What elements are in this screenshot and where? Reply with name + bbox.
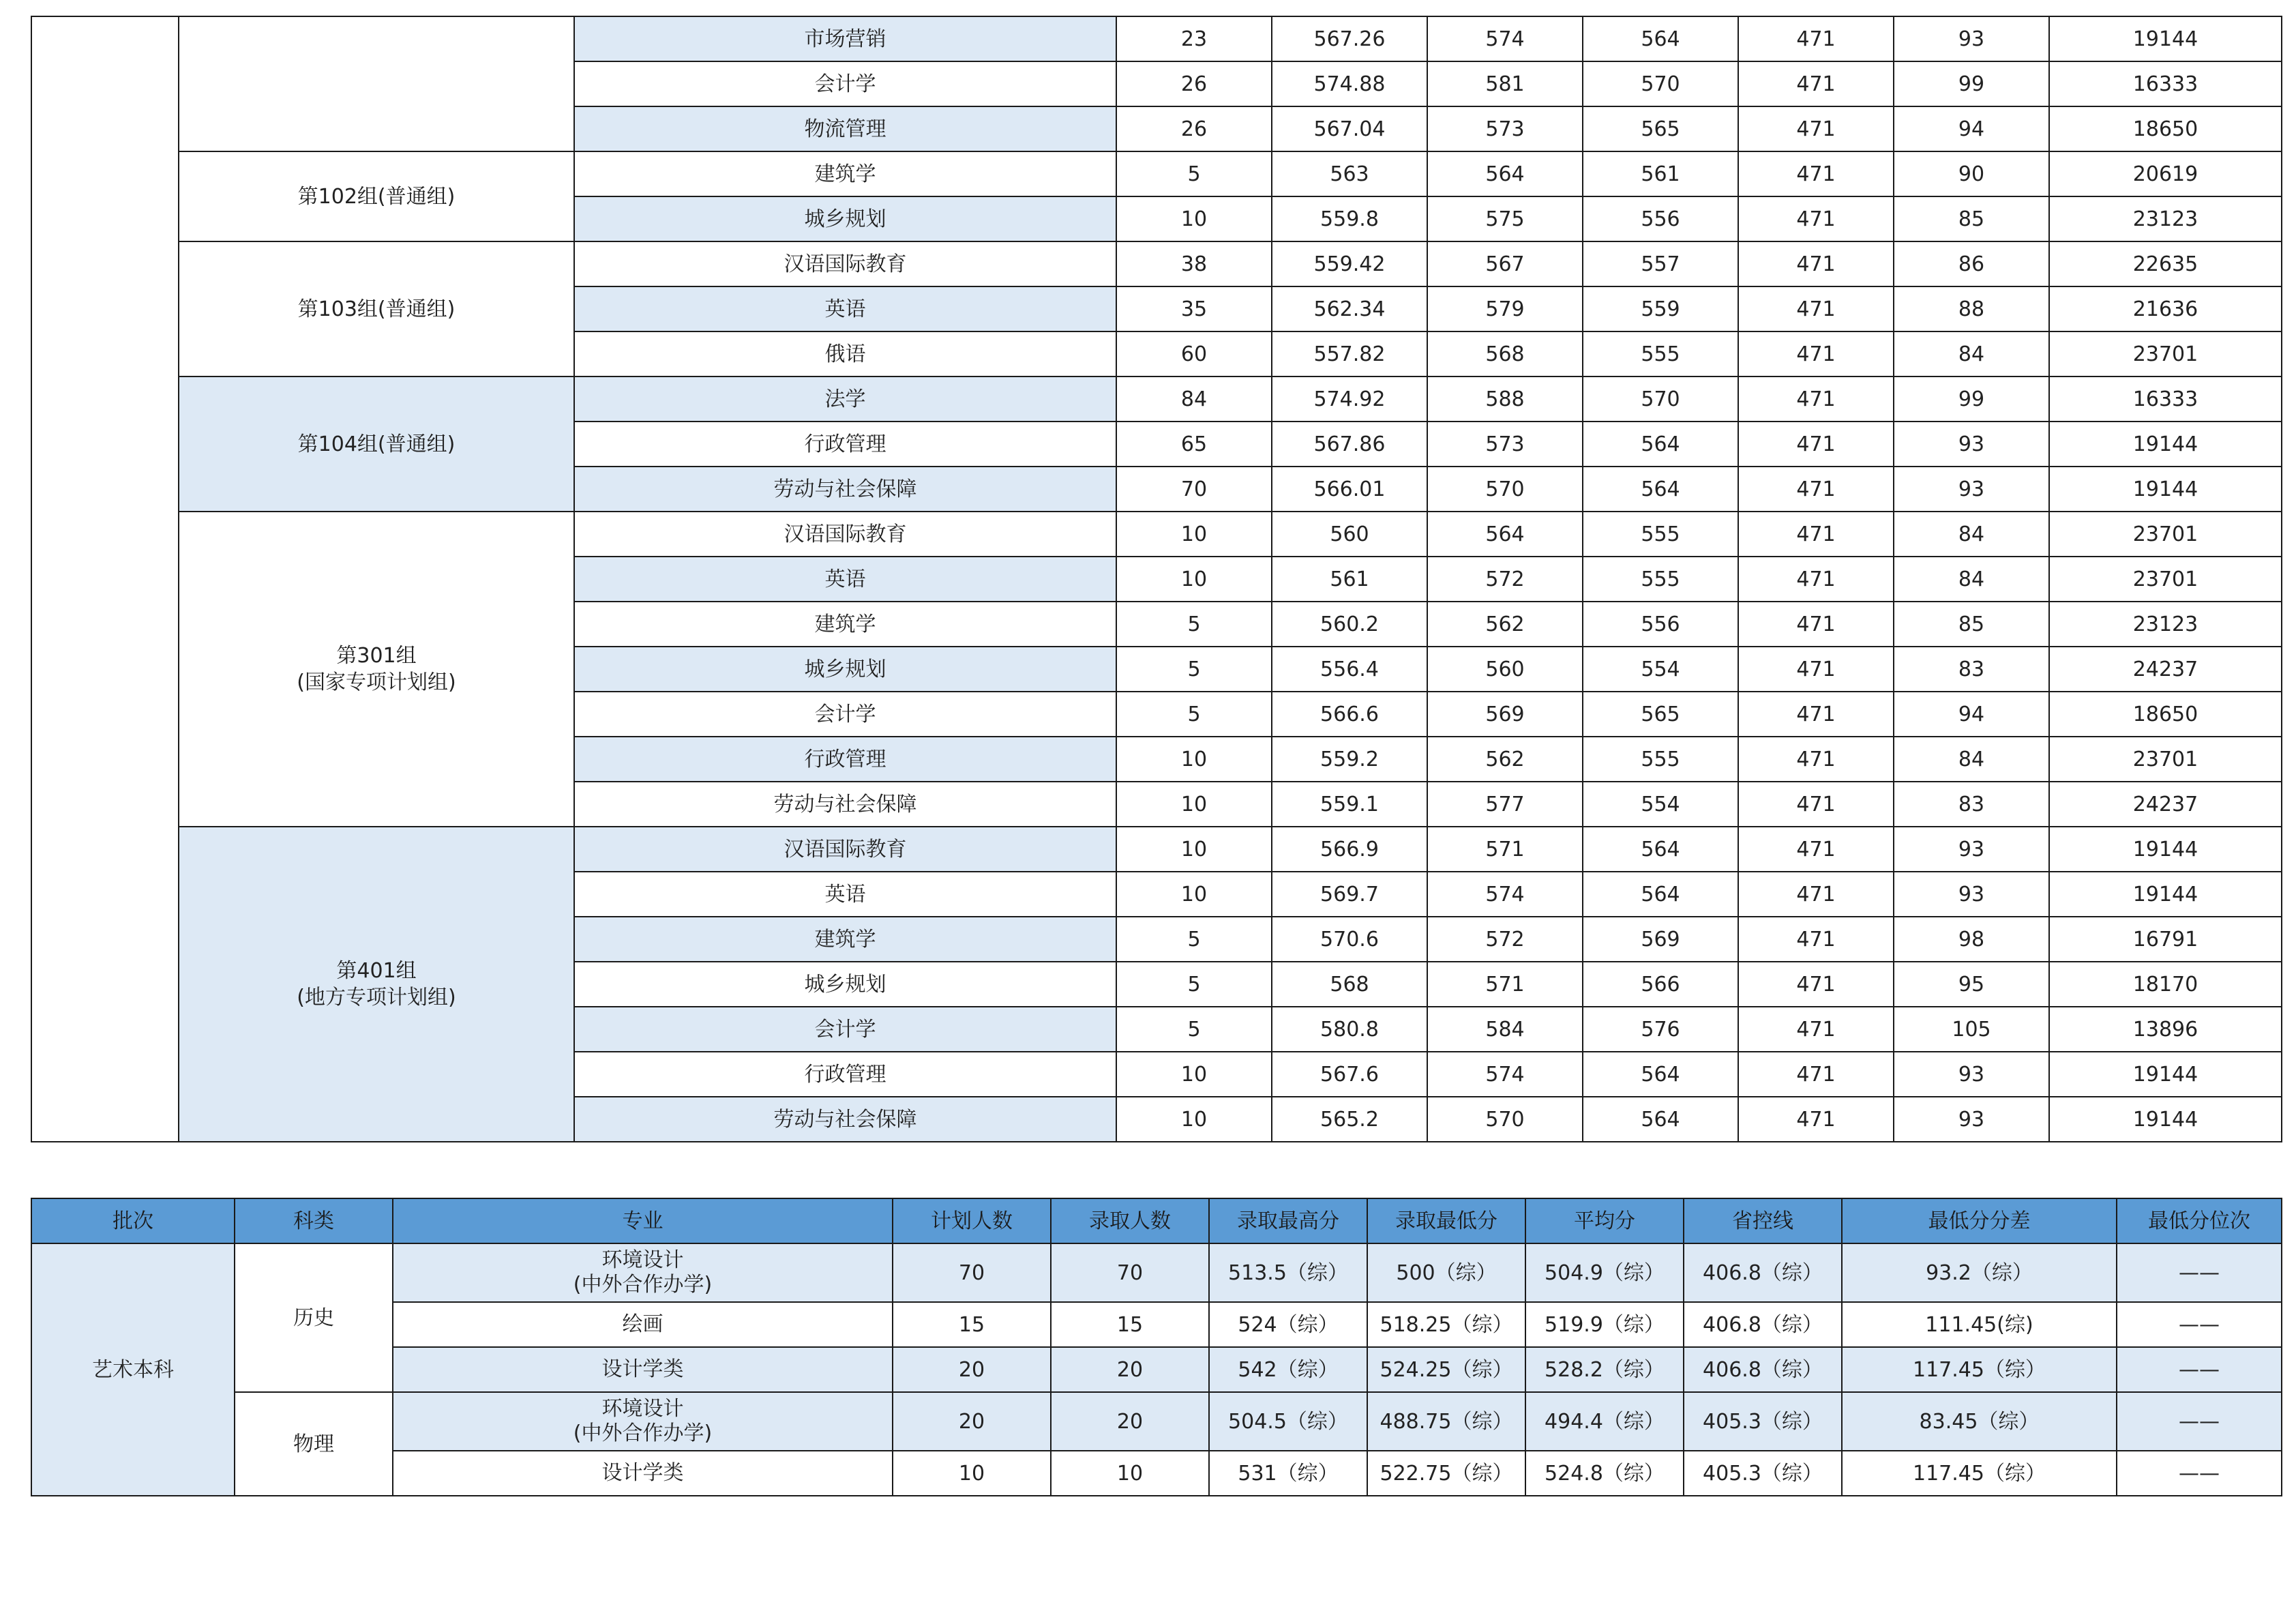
major-cell: 劳动与社会保障 [574, 782, 1116, 827]
value-cell: 500（综） [1367, 1243, 1525, 1302]
value-cell: 568 [1272, 962, 1427, 1007]
value-cell: 84 [1116, 377, 1272, 422]
column-header: 最低分位次 [2117, 1198, 2282, 1243]
value-cell: 555 [1583, 557, 1738, 602]
column-header: 录取最低分 [1367, 1198, 1525, 1243]
value-cell: 10 [1116, 1097, 1272, 1142]
value-cell: 471 [1738, 1007, 1894, 1052]
value-cell: 573 [1427, 422, 1583, 467]
value-cell: 70 [1051, 1243, 1209, 1302]
value-cell: 564 [1583, 467, 1738, 512]
table-header-row [31, 1198, 2282, 1243]
value-cell: 471 [1738, 872, 1894, 917]
value-cell: 554 [1583, 647, 1738, 692]
value-cell: 405.3（综） [1684, 1392, 1842, 1451]
table-row [31, 512, 2282, 557]
value-cell: 117.45（综） [1842, 1347, 2117, 1392]
value-cell: 5 [1116, 1007, 1272, 1052]
value-cell: 564 [1583, 16, 1738, 61]
value-cell: 90 [1894, 151, 2049, 196]
value-cell: 23701 [2049, 512, 2282, 557]
major-cell: 俄语 [574, 331, 1116, 377]
value-cell: 471 [1738, 692, 1894, 737]
value-cell: 5 [1116, 602, 1272, 647]
group-cell: 第103组(普通组) [179, 241, 574, 377]
column-header: 专业 [393, 1198, 893, 1243]
value-cell: 471 [1738, 196, 1894, 241]
value-cell: 93 [1894, 1052, 2049, 1097]
value-cell: 86 [1894, 241, 2049, 286]
value-cell: 572 [1427, 557, 1583, 602]
value-cell: 84 [1894, 557, 2049, 602]
value-cell: 5 [1116, 692, 1272, 737]
value-cell: 471 [1738, 331, 1894, 377]
value-cell: 18650 [2049, 692, 2282, 737]
value-cell: 471 [1738, 1097, 1894, 1142]
value-cell: 554 [1583, 782, 1738, 827]
value-cell: 15 [1051, 1302, 1209, 1347]
value-cell: 20 [893, 1392, 1051, 1451]
value-cell: 518.25（综） [1367, 1302, 1525, 1347]
value-cell: 85 [1894, 196, 2049, 241]
value-cell: 559.2 [1272, 737, 1427, 782]
value-cell: 471 [1738, 1052, 1894, 1097]
value-cell: 23701 [2049, 557, 2282, 602]
value-cell: 20619 [2049, 151, 2282, 196]
value-cell: 16333 [2049, 61, 2282, 106]
value-cell: 524.8（综） [1525, 1451, 1684, 1496]
major-cell: 英语 [574, 286, 1116, 331]
major-cell: 汉语国际教育 [574, 512, 1116, 557]
value-cell: 95 [1894, 962, 2049, 1007]
value-cell: 471 [1738, 602, 1894, 647]
value-cell: 579 [1427, 286, 1583, 331]
value-cell: 555 [1583, 512, 1738, 557]
value-cell: 5 [1116, 647, 1272, 692]
value-cell: 21636 [2049, 286, 2282, 331]
major-cell: 英语 [574, 872, 1116, 917]
value-cell: 561 [1583, 151, 1738, 196]
group-cell: 第401组 (地方专项计划组) [179, 827, 574, 1142]
column-header: 录取最高分 [1209, 1198, 1367, 1243]
value-cell: 10 [1116, 512, 1272, 557]
value-cell: 471 [1738, 467, 1894, 512]
value-cell: 567.04 [1272, 106, 1427, 151]
value-cell: 573 [1427, 106, 1583, 151]
batch-cell [31, 16, 179, 1142]
table-row [31, 151, 2282, 196]
column-header: 省控线 [1684, 1198, 1842, 1243]
value-cell: 570 [1583, 377, 1738, 422]
value-cell: 26 [1116, 61, 1272, 106]
value-cell: 111.45(综) [1842, 1302, 2117, 1347]
value-cell: 15 [893, 1302, 1051, 1347]
value-cell: 88 [1894, 286, 2049, 331]
value-cell: 524.25（综） [1367, 1347, 1525, 1392]
value-cell: 19144 [2049, 872, 2282, 917]
value-cell: 65 [1116, 422, 1272, 467]
value-cell: 569 [1583, 917, 1738, 962]
major-cell: 建筑学 [574, 917, 1116, 962]
value-cell: 569.7 [1272, 872, 1427, 917]
value-cell: 522.75（综） [1367, 1451, 1525, 1496]
value-cell: 117.45（综） [1842, 1451, 2117, 1496]
value-cell: 566.6 [1272, 692, 1427, 737]
value-cell: 18650 [2049, 106, 2282, 151]
major-cell: 建筑学 [574, 151, 1116, 196]
value-cell: —— [2117, 1347, 2282, 1392]
value-cell: 494.4（综） [1525, 1392, 1684, 1451]
value-cell: 562.34 [1272, 286, 1427, 331]
major-cell: 会计学 [574, 61, 1116, 106]
table-row [31, 1243, 2282, 1302]
value-cell: 555 [1583, 331, 1738, 377]
value-cell: 10 [1116, 557, 1272, 602]
value-cell: 564 [1583, 1052, 1738, 1097]
value-cell: 563 [1272, 151, 1427, 196]
value-cell: 5 [1116, 962, 1272, 1007]
major-cell: 绘画 [393, 1302, 893, 1347]
value-cell: 26 [1116, 106, 1272, 151]
value-cell: 84 [1894, 331, 2049, 377]
value-cell: 105 [1894, 1007, 2049, 1052]
value-cell: 571 [1427, 827, 1583, 872]
value-cell: 564 [1583, 422, 1738, 467]
major-cell: 城乡规划 [574, 196, 1116, 241]
value-cell: 531（综） [1209, 1451, 1367, 1496]
value-cell: —— [2117, 1451, 2282, 1496]
value-cell: 19144 [2049, 422, 2282, 467]
value-cell: 35 [1116, 286, 1272, 331]
major-cell: 行政管理 [574, 737, 1116, 782]
value-cell: 471 [1738, 557, 1894, 602]
admission-scores-table [31, 16, 2282, 1142]
value-cell: 10 [1116, 872, 1272, 917]
group-cell: 第104组(普通组) [179, 377, 574, 512]
value-cell: 560.2 [1272, 602, 1427, 647]
value-cell: 10 [1116, 827, 1272, 872]
major-cell: 汉语国际教育 [574, 241, 1116, 286]
major-cell: 设计学类 [393, 1347, 893, 1392]
table-row [31, 241, 2282, 286]
value-cell: 23701 [2049, 331, 2282, 377]
value-cell: 561 [1272, 557, 1427, 602]
value-cell: 564 [1427, 512, 1583, 557]
value-cell: 10 [893, 1451, 1051, 1496]
major-cell: 会计学 [574, 692, 1116, 737]
value-cell: 405.3（综） [1684, 1451, 1842, 1496]
value-cell: 60 [1116, 331, 1272, 377]
value-cell: 471 [1738, 61, 1894, 106]
value-cell: 559.42 [1272, 241, 1427, 286]
column-header: 科类 [235, 1198, 393, 1243]
value-cell: 560 [1427, 647, 1583, 692]
value-cell: 567.6 [1272, 1052, 1427, 1097]
value-cell: 19144 [2049, 827, 2282, 872]
value-cell: 565 [1583, 106, 1738, 151]
value-cell: 23 [1116, 16, 1272, 61]
batch-cell: 艺术本科 [31, 1243, 235, 1496]
value-cell: 566 [1583, 962, 1738, 1007]
value-cell: 557.82 [1272, 331, 1427, 377]
major-cell: 城乡规划 [574, 962, 1116, 1007]
major-cell: 汉语国际教育 [574, 827, 1116, 872]
value-cell: 559.8 [1272, 196, 1427, 241]
column-header: 批次 [31, 1198, 235, 1243]
value-cell: 571 [1427, 962, 1583, 1007]
value-cell: 570.6 [1272, 917, 1427, 962]
value-cell: 98 [1894, 917, 2049, 962]
major-cell: 建筑学 [574, 602, 1116, 647]
major-cell: 环境设计 (中外合作办学) [393, 1392, 893, 1451]
major-cell: 设计学类 [393, 1451, 893, 1496]
value-cell: 471 [1738, 16, 1894, 61]
major-cell: 市场营销 [574, 16, 1116, 61]
major-cell: 英语 [574, 557, 1116, 602]
value-cell: 70 [1116, 467, 1272, 512]
value-cell: 10 [1116, 737, 1272, 782]
value-cell: 13896 [2049, 1007, 2282, 1052]
value-cell: 19144 [2049, 1097, 2282, 1142]
column-header: 最低分分差 [1842, 1198, 2117, 1243]
value-cell: 567.26 [1272, 16, 1427, 61]
value-cell: 580.8 [1272, 1007, 1427, 1052]
value-cell: 93 [1894, 1097, 2049, 1142]
value-cell: 20 [1051, 1392, 1209, 1451]
value-cell: 471 [1738, 151, 1894, 196]
value-cell: 574.88 [1272, 61, 1427, 106]
value-cell: 565 [1583, 692, 1738, 737]
column-header: 录取人数 [1051, 1198, 1209, 1243]
value-cell: 471 [1738, 737, 1894, 782]
value-cell: 93 [1894, 467, 2049, 512]
value-cell: 488.75（综） [1367, 1392, 1525, 1451]
value-cell: 471 [1738, 422, 1894, 467]
value-cell: 83.45（综） [1842, 1392, 2117, 1451]
group-cell: 第102组(普通组) [179, 151, 574, 241]
value-cell: 10 [1116, 196, 1272, 241]
value-cell: 519.9（综） [1525, 1302, 1684, 1347]
value-cell: 562 [1427, 737, 1583, 782]
value-cell: 471 [1738, 512, 1894, 557]
major-cell: 行政管理 [574, 1052, 1116, 1097]
value-cell: 567 [1427, 241, 1583, 286]
value-cell: 94 [1894, 106, 2049, 151]
major-cell: 劳动与社会保障 [574, 1097, 1116, 1142]
value-cell: 471 [1738, 286, 1894, 331]
value-cell: 584 [1427, 1007, 1583, 1052]
value-cell: 569 [1427, 692, 1583, 737]
value-cell: 572 [1427, 917, 1583, 962]
value-cell: 556 [1583, 196, 1738, 241]
value-cell: 20 [893, 1347, 1051, 1392]
value-cell: 23123 [2049, 602, 2282, 647]
column-header: 计划人数 [893, 1198, 1051, 1243]
value-cell: 38 [1116, 241, 1272, 286]
value-cell: 574 [1427, 1052, 1583, 1097]
value-cell: 581 [1427, 61, 1583, 106]
value-cell: 564 [1427, 151, 1583, 196]
value-cell: 84 [1894, 737, 2049, 782]
group-cell: 第301组 (国家专项计划组) [179, 512, 574, 827]
value-cell: 83 [1894, 782, 2049, 827]
table-row [31, 16, 2282, 61]
value-cell: 557 [1583, 241, 1738, 286]
value-cell: 93 [1894, 827, 2049, 872]
group-cell [179, 16, 574, 151]
value-cell: 471 [1738, 377, 1894, 422]
major-cell: 物流管理 [574, 106, 1116, 151]
value-cell: 93 [1894, 872, 2049, 917]
value-cell: 471 [1738, 917, 1894, 962]
value-cell: 22635 [2049, 241, 2282, 286]
value-cell: 19144 [2049, 467, 2282, 512]
value-cell: 5 [1116, 151, 1272, 196]
value-cell: 471 [1738, 962, 1894, 1007]
value-cell: 19144 [2049, 1052, 2282, 1097]
value-cell: 570 [1427, 1097, 1583, 1142]
value-cell: 5 [1116, 917, 1272, 962]
column-header: 平均分 [1525, 1198, 1684, 1243]
major-cell: 法学 [574, 377, 1116, 422]
art-admission-table [31, 1198, 2282, 1496]
value-cell: 559 [1583, 286, 1738, 331]
value-cell: 471 [1738, 782, 1894, 827]
value-cell: 406.8（综） [1684, 1302, 1842, 1347]
major-cell: 环境设计 (中外合作办学) [393, 1243, 893, 1302]
value-cell: 10 [1116, 782, 1272, 827]
value-cell: 542（综） [1209, 1347, 1367, 1392]
value-cell: 471 [1738, 827, 1894, 872]
value-cell: 513.5（综） [1209, 1243, 1367, 1302]
value-cell: 16333 [2049, 377, 2282, 422]
value-cell: 560 [1272, 512, 1427, 557]
value-cell: 93.2（综） [1842, 1243, 2117, 1302]
value-cell: 99 [1894, 61, 2049, 106]
value-cell: 570 [1427, 467, 1583, 512]
value-cell: 570 [1583, 61, 1738, 106]
value-cell: 471 [1738, 241, 1894, 286]
value-cell: —— [2117, 1243, 2282, 1302]
value-cell: 23123 [2049, 196, 2282, 241]
value-cell: 574 [1427, 872, 1583, 917]
value-cell: 99 [1894, 377, 2049, 422]
value-cell: 16791 [2049, 917, 2282, 962]
table-row [31, 1392, 2282, 1451]
value-cell: 564 [1583, 827, 1738, 872]
value-cell: 406.8（综） [1684, 1347, 1842, 1392]
value-cell: 566.01 [1272, 467, 1427, 512]
value-cell: 83 [1894, 647, 2049, 692]
value-cell: 406.8（综） [1684, 1243, 1842, 1302]
value-cell: —— [2117, 1302, 2282, 1347]
value-cell: 574 [1427, 16, 1583, 61]
value-cell: 10 [1116, 1052, 1272, 1097]
value-cell: 588 [1427, 377, 1583, 422]
major-cell: 行政管理 [574, 422, 1116, 467]
table-row [31, 377, 2282, 422]
value-cell: 566.9 [1272, 827, 1427, 872]
value-cell: —— [2117, 1392, 2282, 1451]
value-cell: 70 [893, 1243, 1051, 1302]
value-cell: 565.2 [1272, 1097, 1427, 1142]
value-cell: 471 [1738, 106, 1894, 151]
value-cell: 576 [1583, 1007, 1738, 1052]
category-cell: 历史 [235, 1243, 393, 1392]
value-cell: 574.92 [1272, 377, 1427, 422]
value-cell: 504.5（综） [1209, 1392, 1367, 1451]
value-cell: 471 [1738, 647, 1894, 692]
value-cell: 10 [1051, 1451, 1209, 1496]
value-cell: 528.2（综） [1525, 1347, 1684, 1392]
value-cell: 85 [1894, 602, 2049, 647]
value-cell: 556 [1583, 602, 1738, 647]
value-cell: 567.86 [1272, 422, 1427, 467]
value-cell: 575 [1427, 196, 1583, 241]
value-cell: 568 [1427, 331, 1583, 377]
value-cell: 24237 [2049, 647, 2282, 692]
category-cell: 物理 [235, 1392, 393, 1496]
major-cell: 会计学 [574, 1007, 1116, 1052]
major-cell: 城乡规划 [574, 647, 1116, 692]
value-cell: 93 [1894, 422, 2049, 467]
value-cell: 84 [1894, 512, 2049, 557]
value-cell: 504.9（综） [1525, 1243, 1684, 1302]
value-cell: 23701 [2049, 737, 2282, 782]
value-cell: 562 [1427, 602, 1583, 647]
value-cell: 24237 [2049, 782, 2282, 827]
value-cell: 19144 [2049, 16, 2282, 61]
value-cell: 555 [1583, 737, 1738, 782]
value-cell: 20 [1051, 1347, 1209, 1392]
value-cell: 93 [1894, 16, 2049, 61]
table-row [31, 827, 2282, 872]
major-cell: 劳动与社会保障 [574, 467, 1116, 512]
value-cell: 577 [1427, 782, 1583, 827]
value-cell: 94 [1894, 692, 2049, 737]
value-cell: 18170 [2049, 962, 2282, 1007]
value-cell: 564 [1583, 872, 1738, 917]
value-cell: 564 [1583, 1097, 1738, 1142]
value-cell: 556.4 [1272, 647, 1427, 692]
value-cell: 559.1 [1272, 782, 1427, 827]
value-cell: 524（综） [1209, 1302, 1367, 1347]
